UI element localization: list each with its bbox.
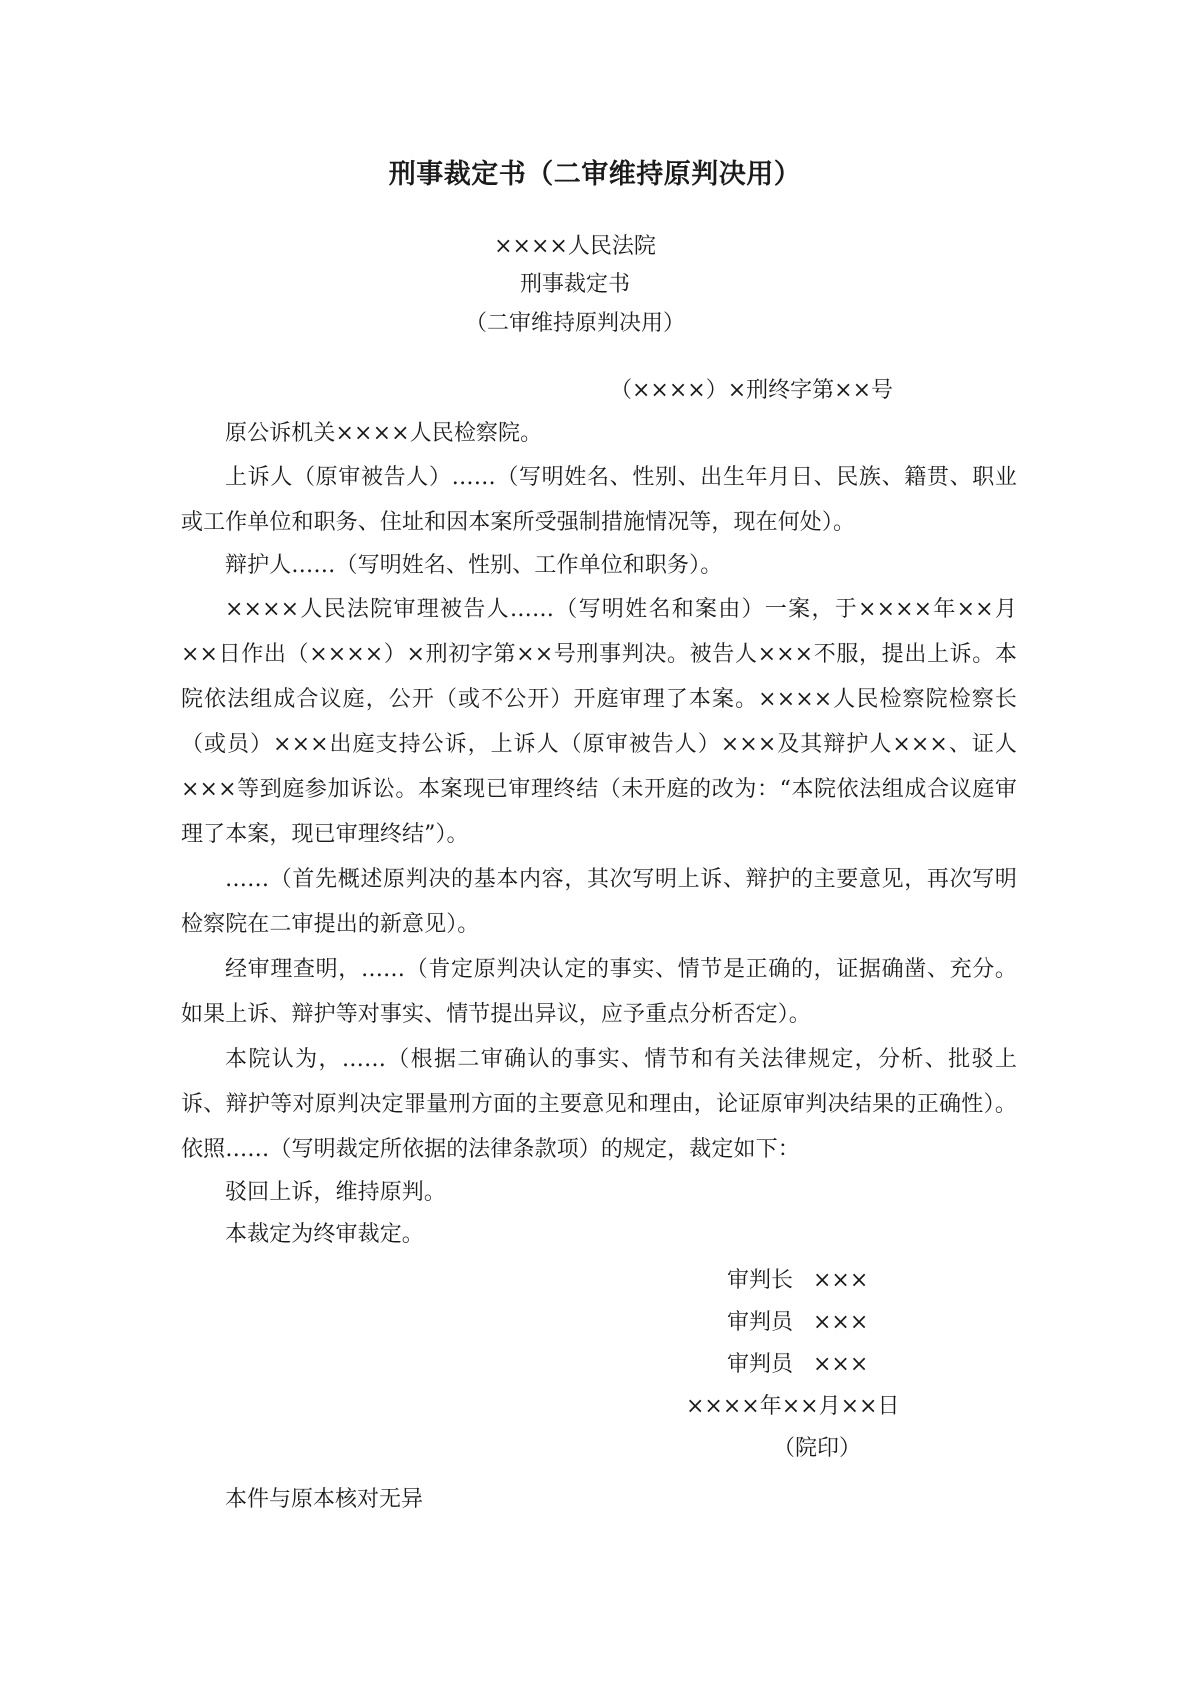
- paragraph-finality: 本裁定为终审裁定。: [225, 1222, 424, 1247]
- signature-row-presiding-judge: [727, 1260, 868, 1302]
- paragraph-appellant: 上诉人（原审被告人）……（写明姓名、性别、出生年月日、民族、籍贯、职业或工作单位和职务、住址和因本案所受强制措施情况等，现在何处）。: [181, 465, 1017, 535]
- court-seal-note: （院印）: [773, 1436, 862, 1461]
- signature-role: 审判员: [727, 1310, 794, 1335]
- judgment-date: ××××年××月××日: [686, 1394, 900, 1419]
- court-name: ××××人民法院: [494, 234, 656, 259]
- paragraph-prosecutor: 原公诉机关××××人民检察院。: [225, 421, 543, 446]
- document-title: 刑事裁定书（二审维持原判决用）: [388, 159, 802, 190]
- signature-name: ×××: [813, 1310, 869, 1335]
- paragraph-ruling: 驳回上诉，维持原判。: [225, 1180, 447, 1205]
- signature-name: ×××: [813, 1268, 869, 1293]
- verification-note: 本件与原本核对无异: [225, 1487, 424, 1512]
- document-subtitle: （二审维持原判决用）: [464, 311, 685, 336]
- signature-role: 审判长: [727, 1268, 794, 1293]
- paragraph-procedure: ××××人民法院审理被告人……（写明姓名和案由）一案，于××××年××月××日作出（××××）×刑初字第××号刑事判决。被告人×××不服，提出上诉。本院依法组成合议庭，公开（或不公开）开庭审理了本案。××××人民检察院检察长（或员）×××出庭支持公诉，上诉人（原审被告人）×××及其辩护人×××、证人×××等到庭参加诉讼。本案现已审理终结（未开庭的改为：“本院依法组成合议庭审理了本案，现已审理终结”）。: [181, 597, 1017, 847]
- paragraph-findings: 经审理查明，……（肯定原判决认定的事实、情节是正确的，证据确凿、充分。如果上诉、辩护等对事实、情节提出异议，应予重点分析否定）。: [181, 957, 1017, 1027]
- paragraph-summary: ……（首先概述原判决的基本内容，其次写明上诉、辩护的主要意见，再次写明检察院在二审提出的新意见）。: [181, 867, 1017, 937]
- paragraph-defender: 辩护人……（写明姓名、性别、工作单位和职务）。: [225, 553, 723, 578]
- signature-role: 审判员: [727, 1352, 794, 1377]
- case-number: （××××）×刑终字第××号: [610, 378, 894, 403]
- signature-row-judge-2: [727, 1344, 868, 1386]
- document-type: 刑事裁定书: [519, 272, 630, 297]
- signature-block: [727, 1260, 868, 1386]
- signature-row-judge-1: [727, 1302, 868, 1344]
- signature-name: ×××: [813, 1352, 869, 1377]
- paragraph-reasoning: 本院认为，……（根据二审确认的事实、情节和有关法律规定，分析、批驳上诉、辩护等对原判决定罪量刑方面的主要意见和理由，论证原审判决结果的正确性）。依照……（写明裁定所依据的法律条款项）的规定，裁定如下：: [181, 1047, 1017, 1162]
- document-body: [181, 413, 1017, 1256]
